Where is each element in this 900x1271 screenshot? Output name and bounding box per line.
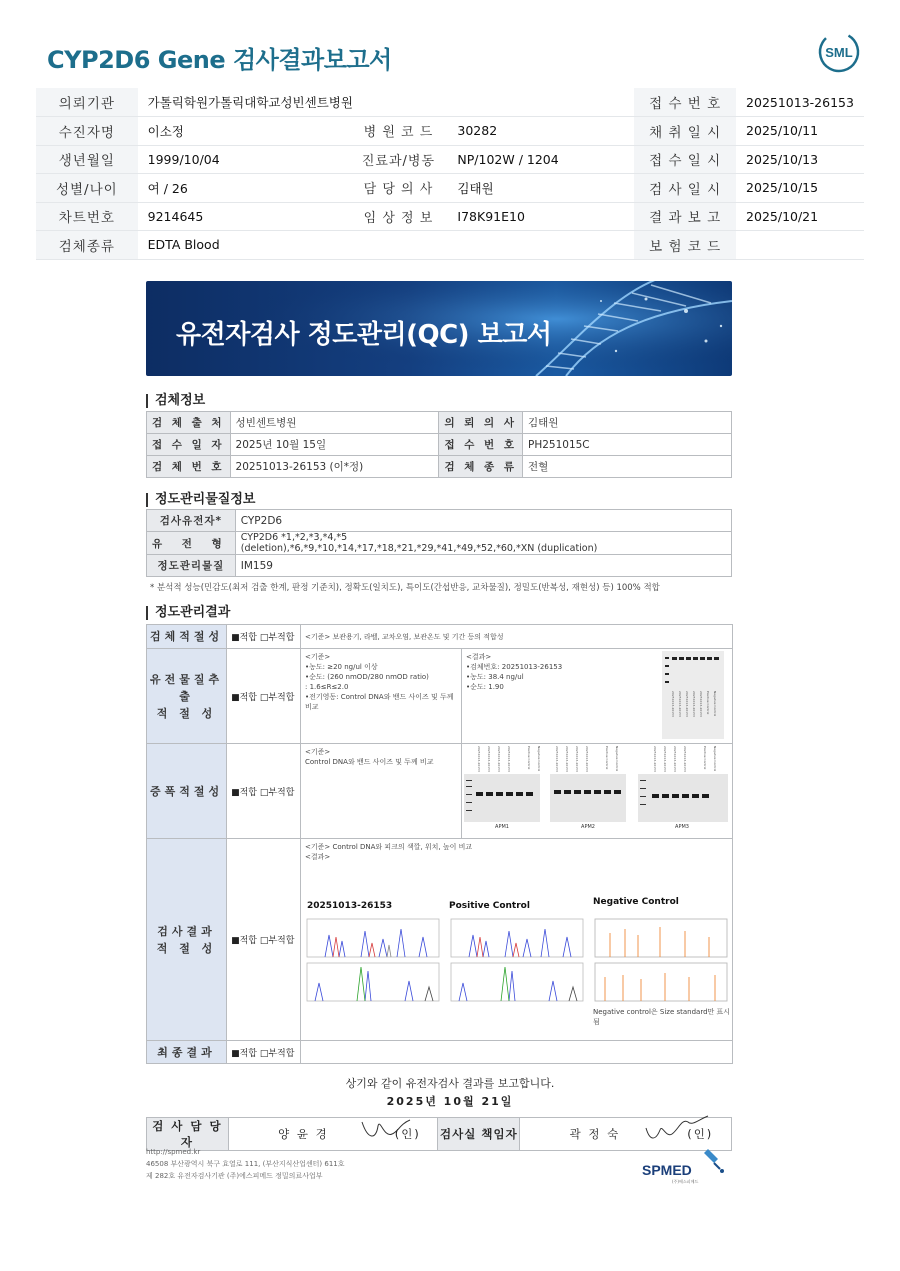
svg-text:Negative Control: Negative Control: [713, 691, 717, 717]
electropherogram-images: [305, 917, 731, 1007]
amplification-criteria: [301, 744, 462, 838]
table-row: [147, 555, 732, 577]
test-result-title: <결과>: [305, 853, 331, 861]
svg-text:Positive Control: Positive Control: [527, 746, 531, 770]
svg-text:20251013-26153: 20251013-26153: [585, 746, 589, 772]
criteria-line: •전기영동: Control DNA와 밴드 사이즈 및 두께 비교: [305, 693, 454, 711]
header-value: 20251013-26153: [736, 88, 864, 117]
header-label: 접 수 일 시: [634, 145, 736, 174]
sml-logo: [817, 30, 861, 74]
negative-peaks: [595, 919, 727, 1001]
header-label: 검 사 일 시: [634, 174, 736, 203]
gel-apm3: [638, 774, 728, 830]
negative-control-note: Negative control은 Size standard만 표시됨: [593, 1008, 731, 1026]
patient-info-table: [36, 88, 864, 260]
header-label: 담 당 의 사: [350, 174, 448, 203]
report-statement: 상기와 같이 유전자검사 결과를 보고합니다.: [345, 1077, 555, 1090]
specimen-source: 성빈센트병원: [230, 412, 439, 434]
svg-text:20251013-26153: 20251013-26153: [685, 691, 689, 717]
extraction-result: [462, 649, 732, 743]
svg-text:20251013-26153: 20251013-26153: [673, 746, 677, 772]
amplification-check: [227, 744, 301, 839]
header-value: 2025/10/11: [736, 117, 864, 146]
table-row: [147, 456, 732, 478]
table-row: [147, 649, 733, 744]
svg-text:20251013-26153: 20251013-26153: [497, 746, 501, 772]
header-value: 2025/10/21: [736, 202, 864, 231]
table-row: [147, 1041, 733, 1064]
header-label: 접 수 번 호: [634, 88, 736, 117]
gel-label: APM3: [675, 824, 689, 830]
header-label: 생년월일: [36, 145, 138, 174]
gel-label: APM2: [581, 824, 595, 830]
performance-note: * 분석적 성능(민감도(최저 검출 한계, 판정 기준치), 정확도(일치도), 특이도(간섭반응, 교차물질), 정밀도(반복성, 재현성) 등) 100% 적합: [150, 583, 660, 593]
svg-text:20251013-26153: 20251013-26153: [683, 746, 687, 772]
svg-text:20251013-26153: 20251013-26153: [663, 746, 667, 772]
qc-material-value: IM159: [235, 555, 731, 577]
svg-text:20251013-26153: 20251013-26153: [507, 746, 511, 772]
header-value: EDTA Blood: [138, 231, 635, 260]
head-label: 검사실 책임자: [438, 1118, 520, 1151]
header-value: 김태원: [447, 174, 634, 203]
specimen-type-label: 검 체 종 류: [439, 456, 523, 478]
specimen-type: 전혈: [523, 456, 732, 478]
fail-checkbox: □부적합: [259, 787, 295, 798]
specimen-number-label: 검 체 번 호: [147, 456, 231, 478]
header-row: [36, 117, 864, 146]
extraction-gel-image: [662, 651, 724, 739]
extraction-criteria: [301, 649, 462, 743]
table-row: [147, 744, 733, 839]
header-row: [36, 174, 864, 203]
svg-text:Positive Control: Positive Control: [605, 746, 609, 770]
test-result-label-2: 적 절 성: [156, 941, 217, 955]
amplification-label: 증폭적절성: [147, 744, 227, 839]
spmed-logo: [640, 1143, 730, 1187]
requesting-doctor-label: 의 뢰 의 사: [439, 412, 523, 434]
qc-banner-title: 유전자검사 정도관리(QC) 보고서: [176, 320, 552, 350]
header-label: 진료과/병동: [350, 145, 448, 174]
header-row: [36, 202, 864, 231]
header-row: [36, 145, 864, 174]
qc-banner: [146, 281, 732, 376]
gene-value: CYP2D6: [235, 510, 731, 532]
header-label: 임 상 정 보: [350, 202, 448, 231]
table-row: [147, 412, 732, 434]
header-value: 가톨릭학원가톨릭대학교성빈센트병원: [138, 88, 635, 117]
svg-text:Negative Control: Negative Control: [537, 746, 541, 772]
svg-text:20251013-26153: 20251013-26153: [487, 746, 491, 772]
qc-result-table: [146, 624, 733, 1064]
svg-text:20251013-26153: 20251013-26153: [653, 746, 657, 772]
specimen-fitness-check: [227, 625, 301, 649]
gel-apm1: [464, 774, 540, 830]
svg-text:20251013-26153: 20251013-26153: [477, 746, 481, 772]
table-row: [147, 532, 732, 555]
spmed-logo-text: SPMED: [642, 1162, 692, 1178]
amplification-gel-images: [462, 744, 732, 836]
pass-checkbox: ■적합: [231, 1048, 257, 1059]
result-line: •검체번호: 20251013-26153: [466, 663, 563, 671]
svg-text:Positive Control: Positive Control: [703, 746, 707, 770]
receipt-number-label: 접 수 번 호: [439, 434, 523, 456]
fail-checkbox: □부적합: [259, 633, 295, 643]
qc-material-table: [146, 509, 732, 577]
gel-label: APM1: [495, 824, 509, 830]
positive-peaks: [451, 919, 583, 1001]
electropherogram-sample-title: 20251013-26153: [307, 901, 393, 911]
header-label: 결 과 보 고: [634, 202, 736, 231]
header-value: [736, 231, 864, 260]
header-value: 2025/10/13: [736, 145, 864, 174]
header-value: I78K91E10: [447, 202, 634, 231]
svg-text:20251013-26153: 20251013-26153: [575, 746, 579, 772]
extraction-check: [227, 649, 301, 744]
pass-checkbox: ■적합: [231, 787, 257, 798]
gel-apm2: [550, 774, 626, 830]
specimen-fitness-criteria: <기준> 보관용기, 라벨, 교차오염, 보관온도 및 기간 등의 적합성: [301, 625, 733, 649]
svg-text:20251013-26153: 20251013-26153: [565, 746, 569, 772]
final-result-check: [227, 1041, 301, 1064]
head-name: 곽 정 숙: [520, 1118, 670, 1151]
header-label: 병 원 코 드: [350, 117, 448, 146]
report-date: 2025년 10월 21일: [386, 1095, 514, 1108]
footer-registration: 제 282호 유전자검사기관 (주)에스피메드 정밀의료사업부: [146, 1172, 323, 1180]
table-row: [147, 434, 732, 456]
specimen-info-table: [146, 411, 732, 478]
report-title: CYP2D6 Gene 검사결과보고서: [47, 46, 392, 74]
receipt-date-label: 접 수 일 자: [147, 434, 231, 456]
svg-text:20251013-26153: 20251013-26153: [678, 691, 682, 717]
genotype-line: (deletion),*6,*9,*10,*14,*17,*18,*21,*29,*41,*49,*52,*60,*XN (duplication): [240, 543, 598, 554]
svg-text:20251013-26153: 20251013-26153: [555, 746, 559, 772]
tester-label: 검 사 담 당 자: [147, 1118, 229, 1151]
criteria-title: <기준>: [305, 748, 331, 756]
svg-text:Negative Control: Negative Control: [615, 746, 619, 772]
final-result-label: 최종결과: [147, 1041, 227, 1064]
gene-label: 검사유전자*: [147, 510, 236, 532]
header-value: 이소정: [138, 117, 350, 146]
qc-report: [146, 281, 732, 376]
spmed-logo-subtext: (주)에스피메드: [672, 1179, 699, 1184]
genotype-label: 유 전 형: [147, 532, 236, 555]
svg-text:20251013-26153: 20251013-26153: [692, 691, 696, 717]
table-row: [147, 625, 733, 649]
test-criteria: <기준> Control DNA와 피크의 색깔, 위치, 높이 비교: [305, 843, 473, 851]
genotype-line: CYP2D6 *1,*2,*3,*4,*5: [240, 532, 348, 543]
header-value: 2025/10/15: [736, 174, 864, 203]
specimen-source-label: 검 체 출 처: [147, 412, 231, 434]
header-value: 30282: [447, 117, 634, 146]
header-label: 검체종류: [36, 231, 138, 260]
final-result-body: [301, 1041, 733, 1064]
svg-text:Negative Control: Negative Control: [713, 746, 717, 772]
extraction-label-2: 적 절 성: [156, 706, 217, 720]
pass-checkbox: ■적합: [231, 692, 257, 703]
criteria-line: •농도: ≥20 ng/ul 이상: [305, 663, 378, 671]
electropherogram-negative-title: Negative Control: [593, 897, 679, 907]
fail-checkbox: □부적합: [259, 1048, 295, 1059]
svg-text:20251013-26153: 20251013-26153: [699, 691, 703, 717]
criteria-title: <기준>: [305, 653, 331, 661]
electropherogram-positive-title: Positive Control: [449, 901, 530, 911]
test-result-label: 검사결과: [157, 924, 216, 938]
svg-text:Positive Control: Positive Control: [706, 691, 710, 715]
footer-info: [146, 1146, 345, 1182]
criteria-line: Control DNA와 밴드 사이즈 및 두께 비교: [305, 758, 434, 766]
extraction-label: 유전물질추출: [149, 672, 224, 703]
header-label: 의뢰기관: [36, 88, 138, 117]
table-row: [147, 510, 732, 532]
header-label: 성별/나이: [36, 174, 138, 203]
footer-address: 46508 부산광역시 북구 효열로 111, (부산지식산업센터) 611호: [146, 1160, 345, 1168]
tester-seal: (인): [394, 1127, 421, 1141]
specimen-fitness-label: 검체적절성: [147, 625, 227, 649]
result-title: <결과>: [466, 653, 492, 661]
table-row: [147, 839, 733, 1041]
header-row: [36, 231, 864, 260]
header-label: 차트번호: [36, 202, 138, 231]
head-seal: (인): [687, 1127, 714, 1141]
test-result-check: [227, 839, 301, 1041]
sample-peaks: [307, 919, 439, 1001]
tester-name: 양 윤 경: [228, 1118, 378, 1151]
result-line: •농도: 38.4 ng/ul: [466, 673, 524, 681]
qc-material-label: 정도관리물질: [147, 555, 236, 577]
criteria-line: : 1.6≤R≤2.0: [305, 683, 349, 691]
header-value: 1999/10/04: [138, 145, 350, 174]
result-section-heading: 정도관리결과: [146, 606, 230, 620]
pass-checkbox: ■적합: [231, 936, 257, 946]
sml-logo-text: SML: [825, 45, 853, 60]
material-section-heading: 정도관리물질정보: [146, 493, 255, 507]
fail-checkbox: □부적합: [259, 692, 295, 703]
specimen-section-heading: 검체정보: [146, 394, 205, 408]
fail-checkbox: □부적합: [259, 936, 295, 946]
pass-checkbox: ■적합: [231, 633, 257, 643]
header-value: 9214645: [138, 202, 350, 231]
receipt-date: 2025년 10월 15일: [230, 434, 439, 456]
header-row: [36, 88, 864, 117]
result-line: •순도: 1.90: [466, 683, 504, 691]
requesting-doctor: 김태원: [523, 412, 732, 434]
header-label: 보 험 코 드: [634, 231, 736, 260]
receipt-number: PH251015C: [523, 434, 732, 456]
header-value: 여 / 26: [138, 174, 350, 203]
footer-url: http://spmed.kr: [146, 1148, 201, 1156]
criteria-line: •순도: (260 nmOD/280 nmOD ratio): [305, 673, 429, 681]
header-value: NP/102W / 1204: [447, 145, 634, 174]
header-label: 수진자명: [36, 117, 138, 146]
specimen-number: 20251013-26153 (이*정): [230, 456, 439, 478]
header-label: 채 취 일 시: [634, 117, 736, 146]
svg-text:20251013-26153: 20251013-26153: [671, 691, 675, 717]
